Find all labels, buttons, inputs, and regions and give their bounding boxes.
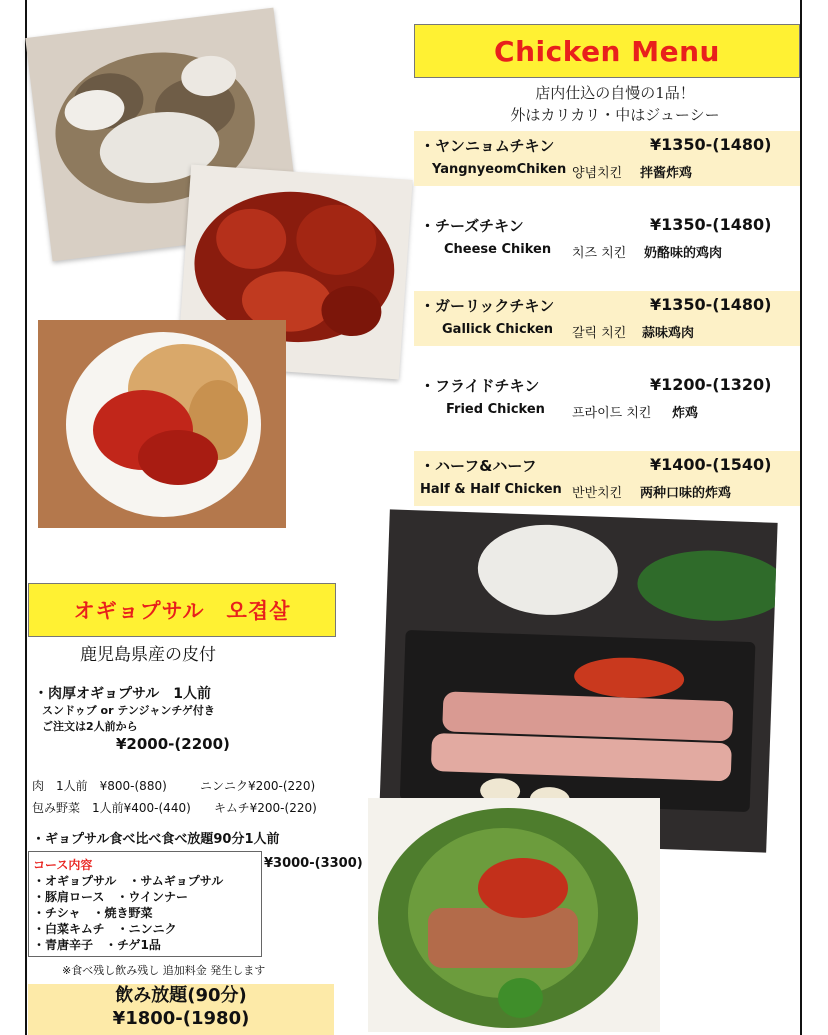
buffet-price: ¥3000-(3300) <box>264 856 363 871</box>
item-name: ・ヤンニョムチキン <box>420 137 555 155</box>
item-chinese: 奶酪味的鸡肉 <box>644 246 723 261</box>
chicken-menu-banner <box>414 24 800 78</box>
ogyeopsal-title: オギョプサル 오겹살 <box>73 599 291 623</box>
item-name: ・チーズチキン <box>420 217 524 235</box>
all-you-can-drink-box <box>28 984 334 1035</box>
ogyeopsal-main-note-2: ご注文は2人前から <box>42 720 138 733</box>
chicken-menu-title: Chicken Menu <box>494 34 720 68</box>
ogyeopsal-main-price: ¥2000-(2200) <box>116 735 230 753</box>
course-contents-box <box>28 851 262 957</box>
item-price: ¥1350-(1480) <box>650 215 772 234</box>
extra-garlic: ニンニク¥200-(220) <box>200 779 316 793</box>
item-chinese: 拌酱炸鸡 <box>640 166 693 181</box>
course-line: ・白菜キムチ ・ニンニク <box>33 922 177 936</box>
menu-item-fried <box>414 371 800 426</box>
menu-item-half-half <box>414 451 800 506</box>
item-chinese: 炸鸡 <box>672 406 699 421</box>
drink-price: ¥1800-(1980) <box>112 1008 250 1029</box>
item-name: ・フライドチキン <box>420 377 540 395</box>
item-korean: 반반치킨 <box>572 486 623 501</box>
extra-kimchi: キムチ¥200-(220) <box>214 801 317 815</box>
leftover-notice: ※食べ残し飲み残し 追加料金 発生します <box>62 964 266 977</box>
chicken-tagline-1: 店内仕込の自慢の1品！ <box>535 84 695 102</box>
item-korean: 갈릭 치킨 <box>572 326 627 341</box>
item-price: ¥1350-(1480) <box>650 295 772 314</box>
item-english: Gallick Chicken <box>442 322 554 337</box>
item-english: YangnyeomChiken <box>432 162 567 177</box>
pork-wrap-photo <box>368 798 660 1032</box>
item-price: ¥1200-(1320) <box>650 375 772 394</box>
item-english: Cheese Chiken <box>444 242 552 257</box>
ogyeopsal-banner <box>28 583 336 637</box>
item-price: ¥1350-(1480) <box>650 135 772 154</box>
item-korean: 치즈 치킨 <box>572 246 627 261</box>
extra-meat: 肉 1人前 ¥800-(880) <box>32 779 167 793</box>
item-english: Fried Chicken <box>446 402 545 417</box>
course-title: コース内容 <box>33 858 93 872</box>
extra-wrap-vegetables: 包み野菜 1人前¥400-(440) <box>32 801 191 815</box>
item-name: ・ハーフ&ハーフ <box>420 457 537 475</box>
menu-item-cheese <box>414 211 800 266</box>
item-name: ・ガーリックチキン <box>420 297 555 315</box>
item-korean: 양념치킨 <box>572 166 623 181</box>
menu-item-garlic <box>414 291 800 346</box>
item-korean: 프라이드 치킨 <box>572 406 652 421</box>
left-border-line <box>25 0 27 1035</box>
right-border-line <box>800 0 802 1035</box>
buffet-title: ・ギョプサル食べ比べ食べ放題90分1人前 <box>32 832 280 847</box>
ogyeopsal-main-note-1: スンドゥブ or テンジャンチゲ付き <box>42 704 215 717</box>
course-line: ・青唐辛子 ・チゲ1品 <box>33 938 161 952</box>
menu-item-yangnyeom <box>414 131 800 186</box>
course-line: ・豚肩ロース ・ウインナー <box>33 890 189 904</box>
item-chinese: 两种口味的炸鸡 <box>640 486 732 501</box>
half-half-chicken-photo <box>38 320 286 528</box>
ogyeopsal-subtitle: 鹿児島県産の皮付 <box>80 645 216 665</box>
course-line: ・オギョプサル ・サムギョプサル <box>33 874 224 888</box>
item-english: Half & Half Chicken <box>420 482 562 497</box>
ogyeopsal-main-item: ・肉厚オギョプサル 1人前 <box>34 686 212 702</box>
chicken-tagline-2: 外はカリカリ・中はジューシー <box>510 106 720 124</box>
item-chinese: 蒜味鸡肉 <box>642 326 695 341</box>
drink-title: 飲み放題(90分) <box>115 985 247 1006</box>
item-price: ¥1400-(1540) <box>650 455 772 474</box>
course-line: ・チシャ ・焼き野菜 <box>33 906 153 920</box>
